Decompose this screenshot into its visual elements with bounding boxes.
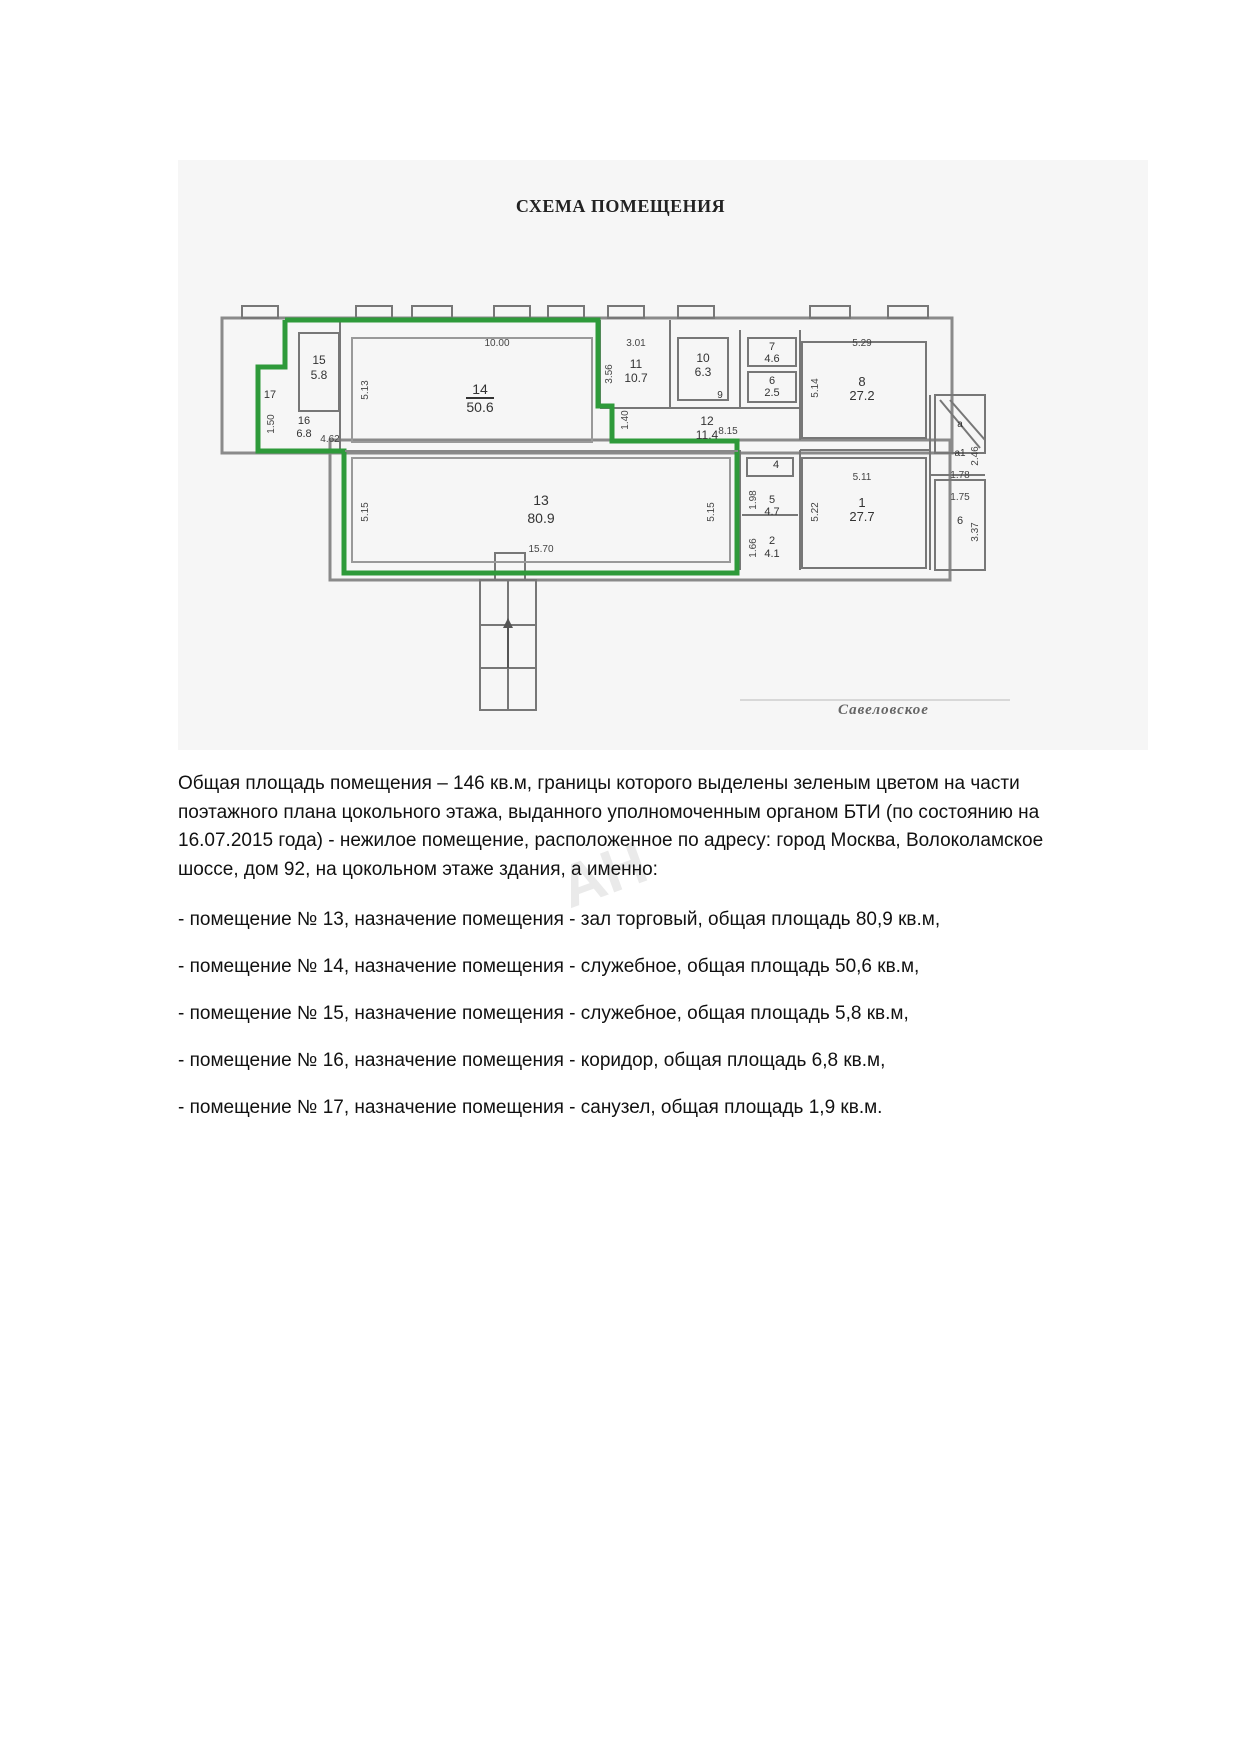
dimension-label: 3.37	[970, 522, 981, 542]
room-number: 4	[772, 459, 780, 471]
list-item: - помещение № 15, назначение помещения - служебное, общая площадь 5,8 кв.м,	[178, 1003, 909, 1024]
stair-label: а	[957, 419, 963, 430]
dimension-label: 5.11	[852, 472, 872, 483]
room-area: 4.7	[764, 506, 780, 518]
stair-label: а1	[954, 448, 966, 459]
room-number: 1	[858, 495, 866, 510]
dimension-label: 2.46	[970, 446, 981, 466]
room-area: 50.6	[466, 399, 494, 415]
room-number: 12	[700, 414, 714, 428]
dimension-label: 5.15	[360, 502, 371, 522]
dimension-label: 1.40	[620, 410, 631, 430]
watermark: АН	[551, 828, 656, 921]
room-area: 2.5	[764, 387, 780, 399]
room-number: 6	[956, 515, 964, 527]
room-area: 27.7	[849, 509, 875, 524]
description	[178, 770, 1078, 884]
dimension-label: 5.29	[852, 338, 872, 349]
room-number: 5	[768, 494, 776, 506]
dimension-label: 1.66	[748, 538, 759, 558]
room-area: 6.3	[694, 365, 712, 379]
room-number: 13	[533, 492, 549, 508]
room-area: 5.8	[310, 368, 328, 382]
street-label: Савеловское	[838, 702, 929, 718]
dimension-label: 1.78	[950, 470, 970, 481]
list-item: - помещение № 14, назначение помещения - служебное, общая площадь 50,6 кв.м,	[178, 956, 920, 977]
description-paragraph: Общая площадь помещения – 146 кв.м, границы которого выделены зеленым цветом на части поэтажного плана цокольного этажа, выданного уполномоченным органом БТИ (по состоянию на 16.07.2015 года) - нежилое помещение, расположенное по адресу: город Москва, Волоколамское шоссе, дом 92, на цокольном этаже здания, а именно:	[178, 773, 1044, 880]
room-number: 7	[768, 341, 776, 353]
list-item: - помещение № 16, назначение помещения - коридор, общая площадь 6,8 кв.м,	[178, 1050, 886, 1071]
room-area: 80.9	[527, 510, 555, 526]
room-number: 8	[858, 374, 866, 389]
dimension-label: 1.75	[950, 492, 970, 503]
room-number: 14	[472, 381, 488, 397]
room-number: 9	[717, 390, 723, 401]
list-item: - помещение № 13, назначение помещения - зал торговый, общая площадь 80,9 кв.м,	[178, 909, 941, 930]
dimension-label: 5.14	[810, 378, 821, 398]
room-number: 16	[297, 415, 311, 427]
dimension-label: 5.22	[810, 502, 821, 522]
dimension-label: 15.70	[528, 544, 554, 555]
dimension-label: 5.13	[360, 380, 371, 400]
floor-plan	[0, 0, 1241, 760]
room-area: 10.7	[624, 371, 648, 385]
dimension-label: 3.01	[626, 338, 646, 349]
dimension-label: 4.62	[320, 434, 340, 445]
dimension-label: 1.98	[748, 490, 759, 510]
dimension-label: 3.56	[604, 364, 615, 384]
room-number: 10	[696, 351, 710, 365]
room-area: 4.6	[764, 353, 780, 365]
plan-title: СХЕМА ПОМЕЩЕНИЯ	[515, 196, 726, 216]
dimension-label: 10.00	[484, 338, 510, 349]
room-area: 4.1	[764, 548, 780, 560]
room-area: 27.2	[849, 388, 875, 403]
dimension-label: 1.50	[266, 414, 277, 434]
room-area: 6.8	[296, 428, 312, 440]
room-number: 11	[629, 357, 643, 371]
room-number: 17	[263, 389, 277, 401]
room-number: 6	[768, 375, 776, 387]
dimension-label: 8.15	[718, 426, 738, 437]
room-number: 2	[768, 535, 776, 547]
dimension-label: 5.15	[706, 502, 717, 522]
list-item: - помещение № 17, назначение помещения - санузел, общая площадь 1,9 кв.м.	[178, 1097, 883, 1118]
room-number: 15	[312, 353, 326, 367]
room-area: 11.4	[695, 428, 719, 442]
plan-walls	[222, 306, 1010, 710]
